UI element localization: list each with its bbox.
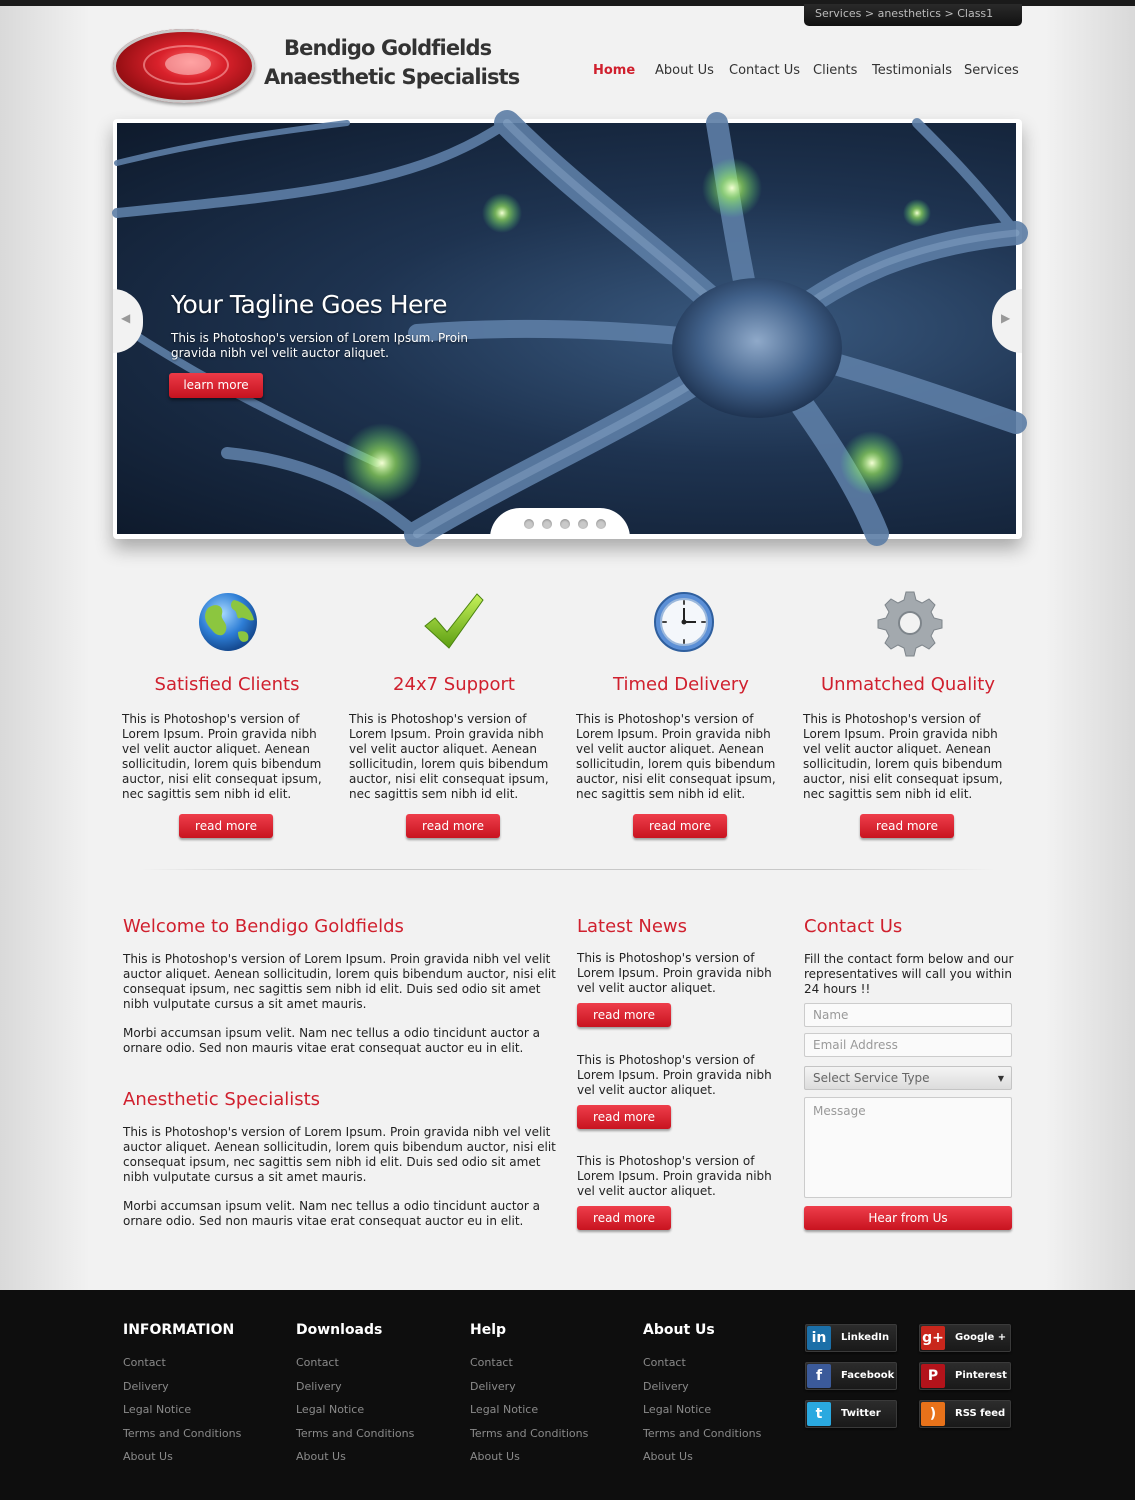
pinterest-icon: P (921, 1364, 945, 1388)
nav-clients[interactable]: Clients (813, 63, 858, 78)
feature-title: 24x7 Support (393, 674, 515, 695)
facebook-button[interactable] (805, 1362, 897, 1390)
left-arrow-icon: ◀ (121, 311, 131, 325)
social-label: Twitter (841, 1408, 881, 1419)
welcome-paragraph-2: Morbi accumsan ipsum velit. Nam nec tellus a odio tincidunt auctor a ornare odio. Sed non mauris vitae erat consequat auctor eu in elit. (123, 1026, 540, 1055)
footer-heading: Downloads (296, 1322, 383, 1338)
footer-link[interactable]: About Us (643, 1450, 693, 1464)
welcome-title: Welcome to Bendigo Goldfields (123, 916, 404, 937)
social-label: LinkedIn (841, 1332, 890, 1343)
read-more-button[interactable]: read more (577, 1206, 671, 1230)
footer-link[interactable]: Contact (296, 1356, 339, 1369)
service-type-select[interactable] (804, 1066, 1012, 1090)
logo-text[interactable] (264, 34, 520, 92)
logo-line-2: Anaesthetic Specialists (264, 65, 520, 89)
footer-link[interactable]: Contact (123, 1356, 166, 1369)
read-more-button[interactable]: read more (577, 1003, 671, 1027)
welcome-paragraph-1: This is Photoshop's version of Lorem Ipsum. Proin gravida nibh vel velit auctor aliquet. Aenean sollicitudin, lorem quis bibendum auctor, nisi elit consequat ipsum, nec sagittis sem nibh id elit. Duis sed odio sit amet nibh vulputate cursus a sit amet mauris. (123, 952, 556, 1011)
main-nav (580, 63, 1020, 83)
specialists-title: Anesthetic Specialists (123, 1089, 321, 1110)
footer-link[interactable]: Terms and Conditions (296, 1426, 415, 1440)
logo-icon[interactable] (113, 29, 255, 103)
checkmark-icon (421, 588, 487, 654)
footer-column-downloads (296, 1322, 456, 1469)
footer-heading: INFORMATION (123, 1322, 235, 1338)
nav-contact-us[interactable]: Contact Us (729, 63, 800, 78)
feature-text: This is Photoshop's version of Lorem Ipsum. Proin gravida nibh vel velit auctor aliquet. Aenean sollicitudin, lorem quis bibendum auctor, nisi elit consequat ipsum, nec sagittis sem nibh id elit. (803, 712, 1003, 801)
footer-column-information (123, 1322, 283, 1469)
news-item-text: This is Photoshop's version of Lorem Ipsum. Proin gravida nibh vel velit auctor aliquet. (577, 1053, 772, 1097)
news-item-text: This is Photoshop's version of Lorem Ipsum. Proin gravida nibh vel velit auctor aliquet. (577, 951, 772, 995)
feature-text: This is Photoshop's version of Lorem Ipsum. Proin gravida nibh vel velit auctor aliquet. Aenean sollicitudin, lorem quis bibendum auctor, nisi elit consequat ipsum, nec sagittis sem nibh id elit. (349, 712, 549, 801)
feature-title: Timed Delivery (613, 674, 749, 695)
social-label: Google + (955, 1332, 1007, 1343)
read-more-button[interactable]: read more (179, 814, 273, 838)
name-field[interactable]: Name (804, 1003, 1012, 1027)
footer-link[interactable]: About Us (296, 1450, 346, 1464)
slide-dot-2[interactable] (542, 519, 552, 529)
footer-link[interactable]: Legal Notice (296, 1403, 365, 1417)
footer-column-help (470, 1322, 630, 1469)
footer-link[interactable]: Delivery (123, 1379, 169, 1393)
google-plus-button[interactable] (919, 1324, 1011, 1352)
read-more-button[interactable]: read more (577, 1105, 671, 1129)
globe-icon (194, 588, 260, 654)
specialists-paragraph-2: Morbi accumsan ipsum velit. Nam nec tellus a odio tincidunt auctor a ornare odio. Sed non mauris vitae erat consequat auctor eu in elit. (123, 1199, 540, 1228)
feature-text: This is Photoshop's version of Lorem Ipsum. Proin gravida nibh vel velit auctor aliquet. Aenean sollicitudin, lorem quis bibendum auctor, nisi elit consequat ipsum, nec sagittis sem nibh id elit. (122, 712, 322, 801)
footer-link[interactable]: Contact (470, 1356, 513, 1369)
footer-link[interactable]: Legal Notice (643, 1403, 712, 1417)
rss-icon: ) (921, 1402, 945, 1426)
social-label: RSS feed (955, 1408, 1006, 1419)
social-label: Pinterest (955, 1370, 1007, 1381)
contact-title: Contact Us (804, 916, 903, 937)
facebook-icon: f (807, 1364, 831, 1388)
nav-home[interactable]: Home (593, 63, 636, 78)
message-field[interactable]: Message (804, 1097, 1012, 1198)
slide-pagination (490, 508, 630, 538)
footer-heading: About Us (643, 1322, 715, 1338)
news-item-text: This is Photoshop's version of Lorem Ipsum. Proin gravida nibh vel velit auctor aliquet. (577, 1154, 772, 1198)
nav-services[interactable]: Services (964, 63, 1019, 78)
chevron-down-icon: ▼ (997, 1074, 1004, 1083)
slider-tagline: Your Tagline Goes Here (171, 290, 448, 319)
slide-dot-5[interactable] (596, 519, 606, 529)
pinterest-button[interactable] (919, 1362, 1011, 1390)
hero-slider (113, 119, 1022, 539)
clock-icon (648, 588, 714, 654)
feature-title: Satisfied Clients (154, 674, 300, 695)
linkedin-icon: in (807, 1326, 831, 1350)
footer-link[interactable]: About Us (470, 1450, 520, 1464)
read-more-button[interactable]: read more (633, 814, 727, 838)
slide-dot-1[interactable] (524, 519, 534, 529)
google-plus-icon: g+ (921, 1326, 945, 1350)
twitter-button[interactable] (805, 1400, 897, 1428)
slider-description: This is Photoshop's version of Lorem Ipsum. Proin gravida nibh vel velit auctor aliquet. (171, 331, 468, 360)
linkedin-button[interactable] (805, 1324, 897, 1352)
slide-dot-3[interactable] (560, 519, 570, 529)
gear-icon (875, 588, 941, 654)
section-divider (140, 869, 995, 870)
footer-link[interactable]: Contact (643, 1356, 686, 1369)
logo-line-1: Bendigo Goldfields (284, 36, 492, 60)
read-more-button[interactable]: read more (406, 814, 500, 838)
learn-more-button[interactable]: learn more (169, 373, 263, 398)
feature-title: Unmatched Quality (820, 674, 996, 695)
footer-link[interactable]: Delivery (296, 1379, 342, 1393)
footer-link[interactable]: About Us (123, 1450, 173, 1464)
footer-link[interactable]: Terms and Conditions (643, 1426, 762, 1440)
specialists-paragraph-1: This is Photoshop's version of Lorem Ipsum. Proin gravida nibh vel velit auctor aliquet. Aenean sollicitudin, lorem quis bibendum auctor, nisi elit consequat ipsum, nec sagittis sem nibh id elit. Duis sed odio sit amet nibh vulputate cursus a sit amet mauris. (123, 1125, 556, 1184)
footer (0, 1290, 1135, 1500)
news-title: Latest News (577, 916, 687, 937)
contact-intro: Fill the contact form below and our representatives will call you within 24 hours !! (804, 952, 1014, 996)
nav-testimonials[interactable]: Testimonials (872, 63, 953, 78)
footer-link[interactable]: Terms and Conditions (470, 1426, 589, 1440)
hear-from-us-button[interactable]: Hear from Us (804, 1206, 1012, 1230)
footer-link[interactable]: Delivery (643, 1379, 689, 1393)
breadcrumb[interactable]: Services > anesthetics > Class1 (804, 4, 1022, 26)
twitter-icon: t (807, 1402, 831, 1426)
footer-link[interactable]: Terms and Conditions (123, 1426, 242, 1440)
email-field[interactable]: Email Address (804, 1033, 1012, 1057)
footer-heading: Help (470, 1322, 507, 1338)
rss-feed-button[interactable] (919, 1400, 1011, 1428)
read-more-button[interactable]: read more (860, 814, 954, 838)
feature-text: This is Photoshop's version of Lorem Ipsum. Proin gravida nibh vel velit auctor aliquet. Aenean sollicitudin, lorem quis bibendum auctor, nisi elit consequat ipsum, nec sagittis sem nibh id elit. (576, 712, 776, 801)
footer-link[interactable]: Legal Notice (123, 1403, 192, 1417)
footer-link[interactable]: Delivery (470, 1379, 516, 1393)
social-label: Facebook (841, 1370, 895, 1381)
neuron-hero-image (117, 123, 1016, 534)
right-arrow-icon: ▶ (1001, 311, 1011, 325)
footer-link[interactable]: Legal Notice (470, 1403, 539, 1417)
footer-column-about-us (643, 1322, 803, 1469)
nav-about-us[interactable]: About Us (655, 63, 714, 78)
slide-dot-4[interactable] (578, 519, 588, 529)
service-type-value: Select Service Type (813, 1071, 930, 1085)
